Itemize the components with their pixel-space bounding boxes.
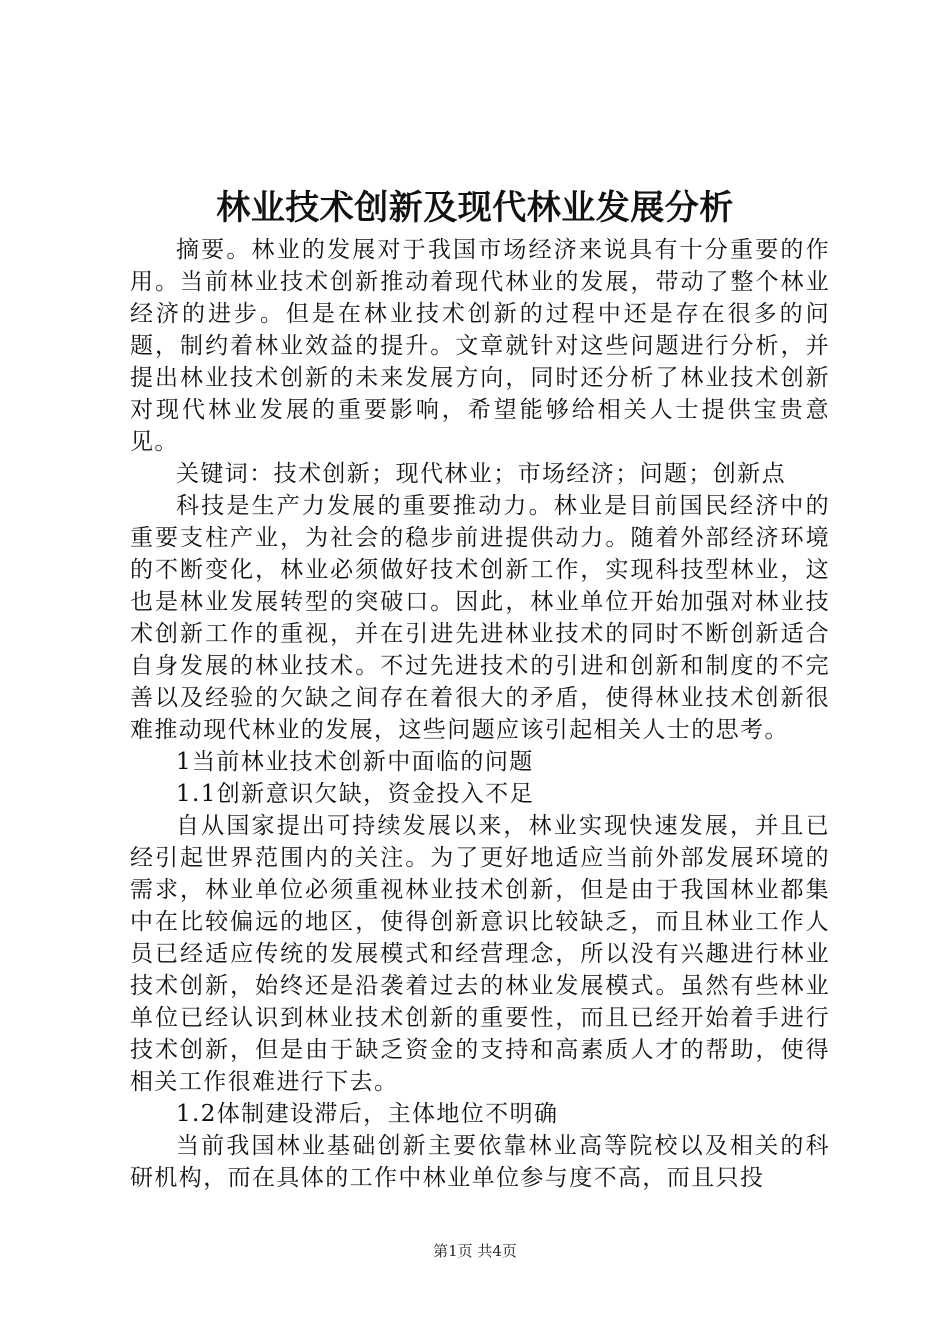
body-paragraph: 自从国家提出可持续发展以来，林业实现快速发展，并且已经引起世界范围内的关注。为了更好地适应当前外部发展环境的需求，林业单位必须重视林业技术创新，但是由于我国林业都集中在比较偏远的地区，使得创新意识比较缺乏，而且林业工作人员已经适应传统的发展模式和经营理念，所以没有兴趣进行林业技术创新，始终还是沿袭着过去的林业发展模式。虽然有些林业单位已经认识到林业技术创新的重要性，而且已经开始着手进行技术创新，但是由于缺乏资金的支持和高素质人才的帮助，使得相关工作很难进行下去。	[130, 813, 830, 1095]
subsection-heading-1-1: 1.1创新意识欠缺，资金投入不足	[176, 781, 534, 807]
body-paragraph: 当前我国林业基础创新主要依靠林业高等院校以及相关的科研机构，而在具体的工作中林业单位参与度不高，而且只投	[130, 1133, 830, 1191]
document-body	[130, 234, 830, 1194]
document-title: 林业技术创新及现代林业发展分析	[216, 188, 734, 228]
subsection-heading-1-2: 1.2体制建设滞后，主体地位不明确	[176, 1101, 559, 1127]
page-number-footer: 第1页 共4页	[433, 1242, 517, 1260]
keywords-line: 关键词：技术创新；现代林业；市场经济；问题；创新点	[176, 461, 786, 487]
section-heading-1: 1当前林业技术创新中面临的问题	[176, 749, 534, 775]
abstract-paragraph: 摘要。林业的发展对于我国市场经济来说具有十分重要的作用。当前林业技术创新推动着现代林业的发展，带动了整个林业经济的进步。但是在林业技术创新的过程中还是存在很多的问题，制约着林业效益的提升。文章就针对这些问题进行分析，并提出林业技术创新的未来发展方向，同时还分析了林业技术创新对现代林业发展的重要影响，希望能够给相关人士提供宝贵意见。	[130, 237, 830, 455]
intro-paragraph: 科技是生产力发展的重要推动力。林业是目前国民经济中的重要支柱产业，为社会的稳步前进提供动力。随着外部经济环境的不断变化，林业必须做好技术创新工作，实现科技型林业，这也是林业发展转型的突破口。因此，林业单位开始加强对林业技术创新工作的重视，并在引进先进林业技术的同时不断创新适合自身发展的林业技术。不过先进技术的引进和创新和制度的不完善以及经验的欠缺之间存在着很大的矛盾，使得林业技术创新很难推动现代林业的发展，这些问题应该引起相关人士的思考。	[130, 493, 830, 743]
